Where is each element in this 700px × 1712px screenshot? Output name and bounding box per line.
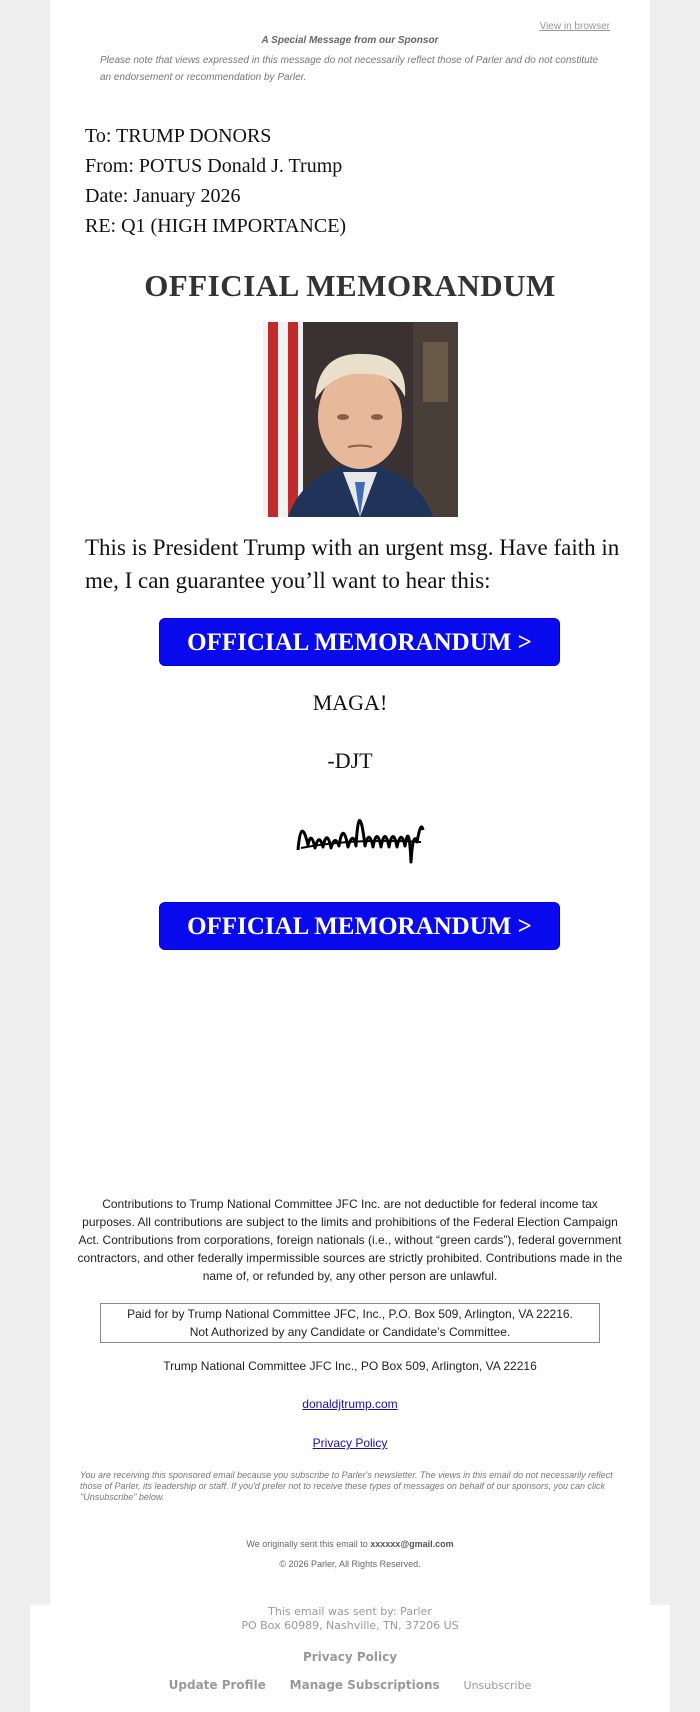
donaldjtrump-link[interactable]: donaldjtrump.com (302, 1397, 398, 1411)
sponsor-title: A Special Message from our Sponsor (261, 35, 439, 46)
memo-title: OFFICIAL MEMORANDUM (144, 268, 556, 303)
paid-for-box (100, 1303, 600, 1343)
privacy-policy-link[interactable]: Privacy Policy (312, 1436, 388, 1450)
body-message: This is President Trump with an urgent msg. Have faith in me, I can guarantee you’ll want to hear this: (85, 535, 620, 593)
memo-date: Date: January 2026 (85, 185, 241, 207)
memo-to: To: TRUMP DONORS (85, 125, 272, 147)
sender-address: PO Box 60989, Nashville, TN, 37206 US (241, 1619, 459, 1632)
memo-header (85, 121, 346, 241)
committee-address: Trump National Committee JFC Inc., PO Box 509, Arlington, VA 22216 (163, 1359, 537, 1373)
sponsored-email-note: You are receiving this sponsored email because you subscribe to Parler's newsletter. The views in this email do not necessarily reflect those of Parler, its leadership or staff. If you'd prefer not to receive these types of messages on behalf of our sponsors, you can click "Unsubscribe" below. (80, 1470, 613, 1502)
fec-disclaimer: Contributions to Trump National Committee JFC Inc. are not deductible for federal income tax purposes. All contributions are subject to the limits and prohibitions of the Federal Election Campaign Act. Contributions from corporations, foreign nationals (i.e., without “green cards”), federal government contractors, and other federally impermissible sources are strictly prohibited. Contributions made in the name of, or refunded by, any other person are unlawful. (77, 1197, 623, 1283)
sign-off-text: -DJT (327, 748, 373, 773)
sent-to-prefix: We originally sent this email to (246, 1539, 368, 1549)
footer-privacy-link[interactable]: Privacy Policy (302, 1650, 398, 1664)
portrait-illustration (263, 322, 458, 517)
memo-re: RE: Q1 (HIGH IMPORTANCE) (85, 215, 347, 237)
footer-links (30, 1678, 670, 1692)
official-memorandum-button-top[interactable]: OFFICIAL MEMORANDUM > (159, 618, 560, 666)
paid-for-line2: Not Authorized by any Candidate or Candidate’s Committee. (189, 1325, 511, 1339)
memo-from: From: POTUS Donald J. Trump (85, 155, 343, 177)
maga-text: MAGA! (312, 690, 388, 715)
portrait-image (263, 322, 458, 517)
sent-to-email: xxxxxx@gmail.com (370, 1539, 454, 1549)
copyright: © 2026 Parler, All Rights Reserved. (279, 1559, 421, 1569)
sent-by-line: This email was sent by: Parler (268, 1605, 432, 1618)
paid-for-line1: Paid for by Trump National Committee JFC, Inc., P.O. Box 509, Arlington, VA 22216. (127, 1307, 573, 1321)
unsubscribe-link[interactable]: Unsubscribe (463, 1679, 532, 1692)
update-profile-link[interactable]: Update Profile (168, 1678, 266, 1692)
sent-to-line (50, 1539, 650, 1549)
sent-by (30, 1605, 670, 1633)
signature-image (293, 790, 428, 870)
parler-footer (30, 1605, 670, 1712)
view-in-browser-link[interactable]: View in browser (539, 21, 610, 32)
official-memorandum-button-bottom[interactable]: OFFICIAL MEMORANDUM > (159, 902, 560, 950)
email-card (50, 0, 650, 1605)
manage-subscriptions-link[interactable]: Manage Subscriptions (289, 1678, 440, 1692)
sponsor-note: Please note that views expressed in this message do not necessarily reflect those of Parler and do not constitute an endorsement or recommendation by Parler. (100, 55, 599, 83)
